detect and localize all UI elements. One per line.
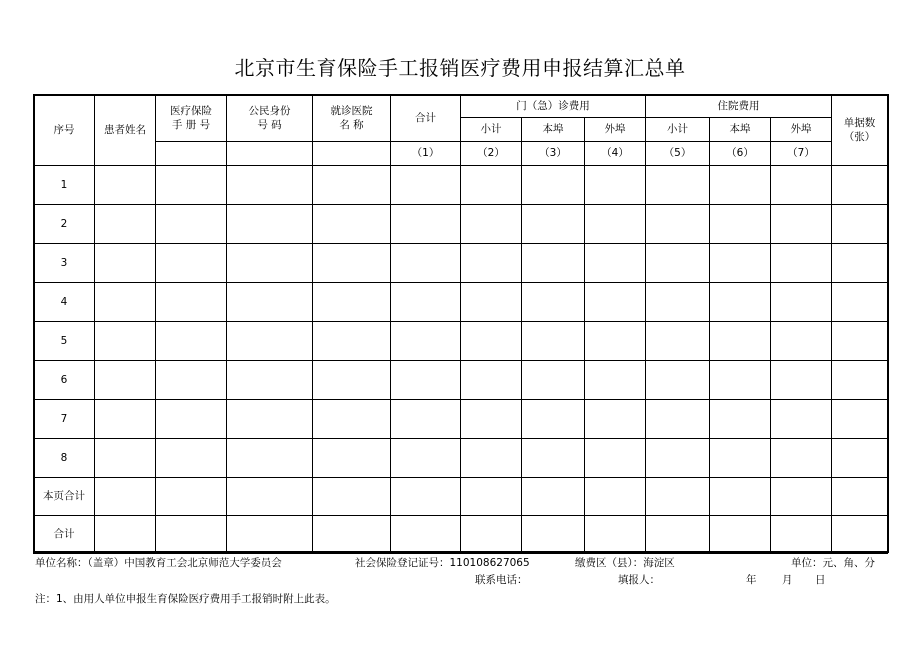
row-label: 8 bbox=[34, 439, 95, 478]
row-label: 本页合计 bbox=[34, 478, 95, 516]
data-cell[interactable] bbox=[391, 516, 461, 554]
data-cell[interactable] bbox=[646, 516, 710, 554]
data-cell[interactable] bbox=[646, 283, 710, 322]
data-cell[interactable] bbox=[832, 322, 888, 361]
data-cell[interactable] bbox=[156, 244, 227, 283]
data-cell[interactable] bbox=[461, 439, 522, 478]
data-cell[interactable] bbox=[585, 400, 646, 439]
header-out-nonlocal: 外埠 bbox=[585, 118, 646, 142]
row-label: 3 bbox=[34, 244, 95, 283]
data-cell[interactable] bbox=[771, 516, 832, 554]
data-cell[interactable] bbox=[227, 516, 313, 554]
data-cell[interactable] bbox=[156, 439, 227, 478]
data-cell[interactable] bbox=[522, 478, 585, 516]
table-row bbox=[34, 478, 888, 516]
table-row bbox=[34, 439, 888, 478]
data-cell[interactable] bbox=[832, 205, 888, 244]
data-cell[interactable] bbox=[95, 283, 156, 322]
data-cell[interactable] bbox=[95, 478, 156, 516]
header-in-local: 本埠 bbox=[710, 118, 771, 142]
data-cell[interactable] bbox=[771, 166, 832, 205]
data-cell[interactable] bbox=[646, 400, 710, 439]
data-cell[interactable] bbox=[646, 205, 710, 244]
data-cell[interactable] bbox=[522, 516, 585, 554]
data-cell[interactable] bbox=[710, 400, 771, 439]
row-label: 6 bbox=[34, 361, 95, 400]
data-cell[interactable] bbox=[391, 478, 461, 516]
header-blank bbox=[227, 142, 313, 166]
col-num-3: （3） bbox=[522, 142, 585, 166]
data-cell[interactable] bbox=[227, 244, 313, 283]
data-cell[interactable] bbox=[95, 205, 156, 244]
data-cell[interactable] bbox=[313, 244, 391, 283]
data-cell[interactable] bbox=[95, 361, 156, 400]
data-cell[interactable] bbox=[710, 439, 771, 478]
data-cell[interactable] bbox=[461, 400, 522, 439]
row-label: 2 bbox=[34, 205, 95, 244]
data-cell[interactable] bbox=[585, 516, 646, 554]
data-cell[interactable] bbox=[391, 361, 461, 400]
data-cell[interactable] bbox=[461, 361, 522, 400]
header-out-local: 本埠 bbox=[522, 118, 585, 142]
data-cell[interactable] bbox=[156, 478, 227, 516]
data-cell[interactable] bbox=[832, 361, 888, 400]
summary-table bbox=[33, 94, 888, 554]
data-cell[interactable] bbox=[95, 166, 156, 205]
data-cell[interactable] bbox=[95, 439, 156, 478]
data-cell[interactable] bbox=[391, 400, 461, 439]
header-outpatient: 门（急）诊费用 bbox=[461, 95, 646, 118]
data-cell[interactable] bbox=[710, 361, 771, 400]
unit-name: 单位名称：（盖章）中国教育工会北京师范大学委员会 bbox=[35, 557, 282, 569]
table-row bbox=[34, 322, 888, 361]
data-cell[interactable] bbox=[313, 439, 391, 478]
form-title: 北京市生育保险手工报销医疗费用申报结算汇总单 bbox=[234, 56, 686, 80]
data-cell[interactable] bbox=[710, 205, 771, 244]
data-cell[interactable] bbox=[313, 322, 391, 361]
data-cell[interactable] bbox=[391, 439, 461, 478]
data-cell[interactable] bbox=[832, 400, 888, 439]
col-num-1: （1） bbox=[391, 142, 461, 166]
data-cell[interactable] bbox=[391, 322, 461, 361]
data-cell[interactable] bbox=[156, 516, 227, 554]
data-cell[interactable] bbox=[227, 400, 313, 439]
header-in-subtotal: 小计 bbox=[646, 118, 710, 142]
data-cell[interactable] bbox=[391, 166, 461, 205]
data-cell[interactable] bbox=[461, 166, 522, 205]
data-cell[interactable] bbox=[313, 516, 391, 554]
data-cell[interactable] bbox=[391, 244, 461, 283]
data-cell[interactable] bbox=[156, 166, 227, 205]
header-patient-name: 患者姓名 bbox=[95, 95, 156, 166]
data-cell[interactable] bbox=[95, 400, 156, 439]
data-cell[interactable] bbox=[585, 478, 646, 516]
data-cell[interactable] bbox=[522, 322, 585, 361]
data-cell[interactable] bbox=[832, 283, 888, 322]
data-cell[interactable] bbox=[156, 283, 227, 322]
data-cell[interactable] bbox=[771, 283, 832, 322]
data-cell[interactable] bbox=[156, 361, 227, 400]
data-cell[interactable] bbox=[832, 439, 888, 478]
data-cell[interactable] bbox=[95, 244, 156, 283]
header-blank bbox=[313, 142, 391, 166]
data-cell[interactable] bbox=[313, 400, 391, 439]
data-cell[interactable] bbox=[227, 361, 313, 400]
table-row bbox=[34, 361, 888, 400]
data-cell[interactable] bbox=[646, 166, 710, 205]
table-row bbox=[34, 283, 888, 322]
data-cell[interactable] bbox=[227, 478, 313, 516]
data-cell[interactable] bbox=[391, 283, 461, 322]
data-cell[interactable] bbox=[156, 400, 227, 439]
header-blank bbox=[156, 142, 227, 166]
data-cell[interactable] bbox=[710, 244, 771, 283]
currency-unit: 单位：元、角、分 bbox=[791, 557, 875, 569]
data-cell[interactable] bbox=[771, 400, 832, 439]
data-cell[interactable] bbox=[95, 322, 156, 361]
header-receipts: 单据数 （张） bbox=[832, 95, 888, 166]
header-out-subtotal: 小计 bbox=[461, 118, 522, 142]
table-row bbox=[34, 205, 888, 244]
date-month: 月 bbox=[782, 574, 793, 586]
data-cell[interactable] bbox=[313, 361, 391, 400]
data-cell[interactable] bbox=[710, 516, 771, 554]
table-row bbox=[34, 516, 888, 554]
data-cell[interactable] bbox=[461, 283, 522, 322]
header-hospital: 就诊医院 名 称 bbox=[313, 95, 391, 142]
data-cell[interactable] bbox=[771, 322, 832, 361]
data-cell[interactable] bbox=[585, 361, 646, 400]
filler-label: 填报人： bbox=[618, 574, 660, 586]
header-med-card: 医疗保险 手 册 号 bbox=[156, 95, 227, 142]
data-cell[interactable] bbox=[391, 205, 461, 244]
row-label: 7 bbox=[34, 400, 95, 439]
data-cell[interactable] bbox=[522, 361, 585, 400]
data-cell[interactable] bbox=[832, 478, 888, 516]
date-year: 年 bbox=[746, 574, 757, 586]
data-cell[interactable] bbox=[646, 478, 710, 516]
header-id-number: 公民身份 号 码 bbox=[227, 95, 313, 142]
header-inpatient: 住院费用 bbox=[646, 95, 832, 118]
data-cell[interactable] bbox=[832, 516, 888, 554]
data-cell[interactable] bbox=[227, 205, 313, 244]
data-cell[interactable] bbox=[585, 166, 646, 205]
header-total: 合计 bbox=[391, 95, 461, 142]
col-num-5: （5） bbox=[646, 142, 710, 166]
data-cell[interactable] bbox=[585, 244, 646, 283]
data-cell[interactable] bbox=[832, 166, 888, 205]
data-cell[interactable] bbox=[227, 283, 313, 322]
col-num-7: （7） bbox=[771, 142, 832, 166]
data-cell[interactable] bbox=[771, 205, 832, 244]
data-cell[interactable] bbox=[646, 322, 710, 361]
data-cell[interactable] bbox=[710, 166, 771, 205]
social-insurance-no: 社会保险登记证号：110108627065 bbox=[355, 557, 530, 569]
data-cell[interactable] bbox=[313, 166, 391, 205]
data-cell[interactable] bbox=[227, 439, 313, 478]
data-cell[interactable] bbox=[156, 205, 227, 244]
data-cell[interactable] bbox=[522, 166, 585, 205]
header-seq: 序号 bbox=[34, 95, 95, 166]
data-cell[interactable] bbox=[585, 322, 646, 361]
table-row bbox=[34, 166, 888, 205]
data-cell[interactable] bbox=[313, 205, 391, 244]
data-cell[interactable] bbox=[313, 283, 391, 322]
data-cell[interactable] bbox=[461, 244, 522, 283]
data-cell[interactable] bbox=[461, 478, 522, 516]
data-cell[interactable] bbox=[832, 244, 888, 283]
data-cell[interactable] bbox=[156, 322, 227, 361]
fee-district: 缴费区（县）：海淀区 bbox=[575, 557, 675, 569]
row-label: 合计 bbox=[34, 516, 95, 554]
data-cell[interactable] bbox=[771, 244, 832, 283]
data-cell[interactable] bbox=[646, 361, 710, 400]
data-cell[interactable] bbox=[585, 283, 646, 322]
data-cell[interactable] bbox=[585, 205, 646, 244]
row-label: 1 bbox=[34, 166, 95, 205]
data-cell[interactable] bbox=[771, 439, 832, 478]
data-cell[interactable] bbox=[522, 205, 585, 244]
col-num-2: （2） bbox=[461, 142, 522, 166]
data-cell[interactable] bbox=[522, 283, 585, 322]
date-day: 日 bbox=[815, 574, 826, 586]
data-cell[interactable] bbox=[771, 478, 832, 516]
data-cell[interactable] bbox=[461, 205, 522, 244]
data-cell[interactable] bbox=[771, 361, 832, 400]
data-cell[interactable] bbox=[646, 439, 710, 478]
col-num-4: （4） bbox=[585, 142, 646, 166]
data-cell[interactable] bbox=[646, 244, 710, 283]
data-cell[interactable] bbox=[522, 244, 585, 283]
data-cell[interactable] bbox=[710, 283, 771, 322]
data-cell[interactable] bbox=[522, 439, 585, 478]
data-cell[interactable] bbox=[227, 166, 313, 205]
row-label: 4 bbox=[34, 283, 95, 322]
data-cell[interactable] bbox=[522, 400, 585, 439]
data-cell[interactable] bbox=[585, 439, 646, 478]
header-in-nonlocal: 外埠 bbox=[771, 118, 832, 142]
table-row bbox=[34, 400, 888, 439]
col-num-6: （6） bbox=[710, 142, 771, 166]
data-cell[interactable] bbox=[710, 322, 771, 361]
contact-phone-label: 联系电话： bbox=[475, 574, 528, 586]
data-cell[interactable] bbox=[461, 322, 522, 361]
data-cell[interactable] bbox=[313, 478, 391, 516]
data-cell[interactable] bbox=[461, 516, 522, 554]
note: 注：1、由用人单位申报生育保险医疗费用手工报销时附上此表。 bbox=[35, 593, 336, 605]
data-cell[interactable] bbox=[95, 516, 156, 554]
row-label: 5 bbox=[34, 322, 95, 361]
data-cell[interactable] bbox=[227, 322, 313, 361]
data-cell[interactable] bbox=[710, 478, 771, 516]
table-row bbox=[34, 244, 888, 283]
